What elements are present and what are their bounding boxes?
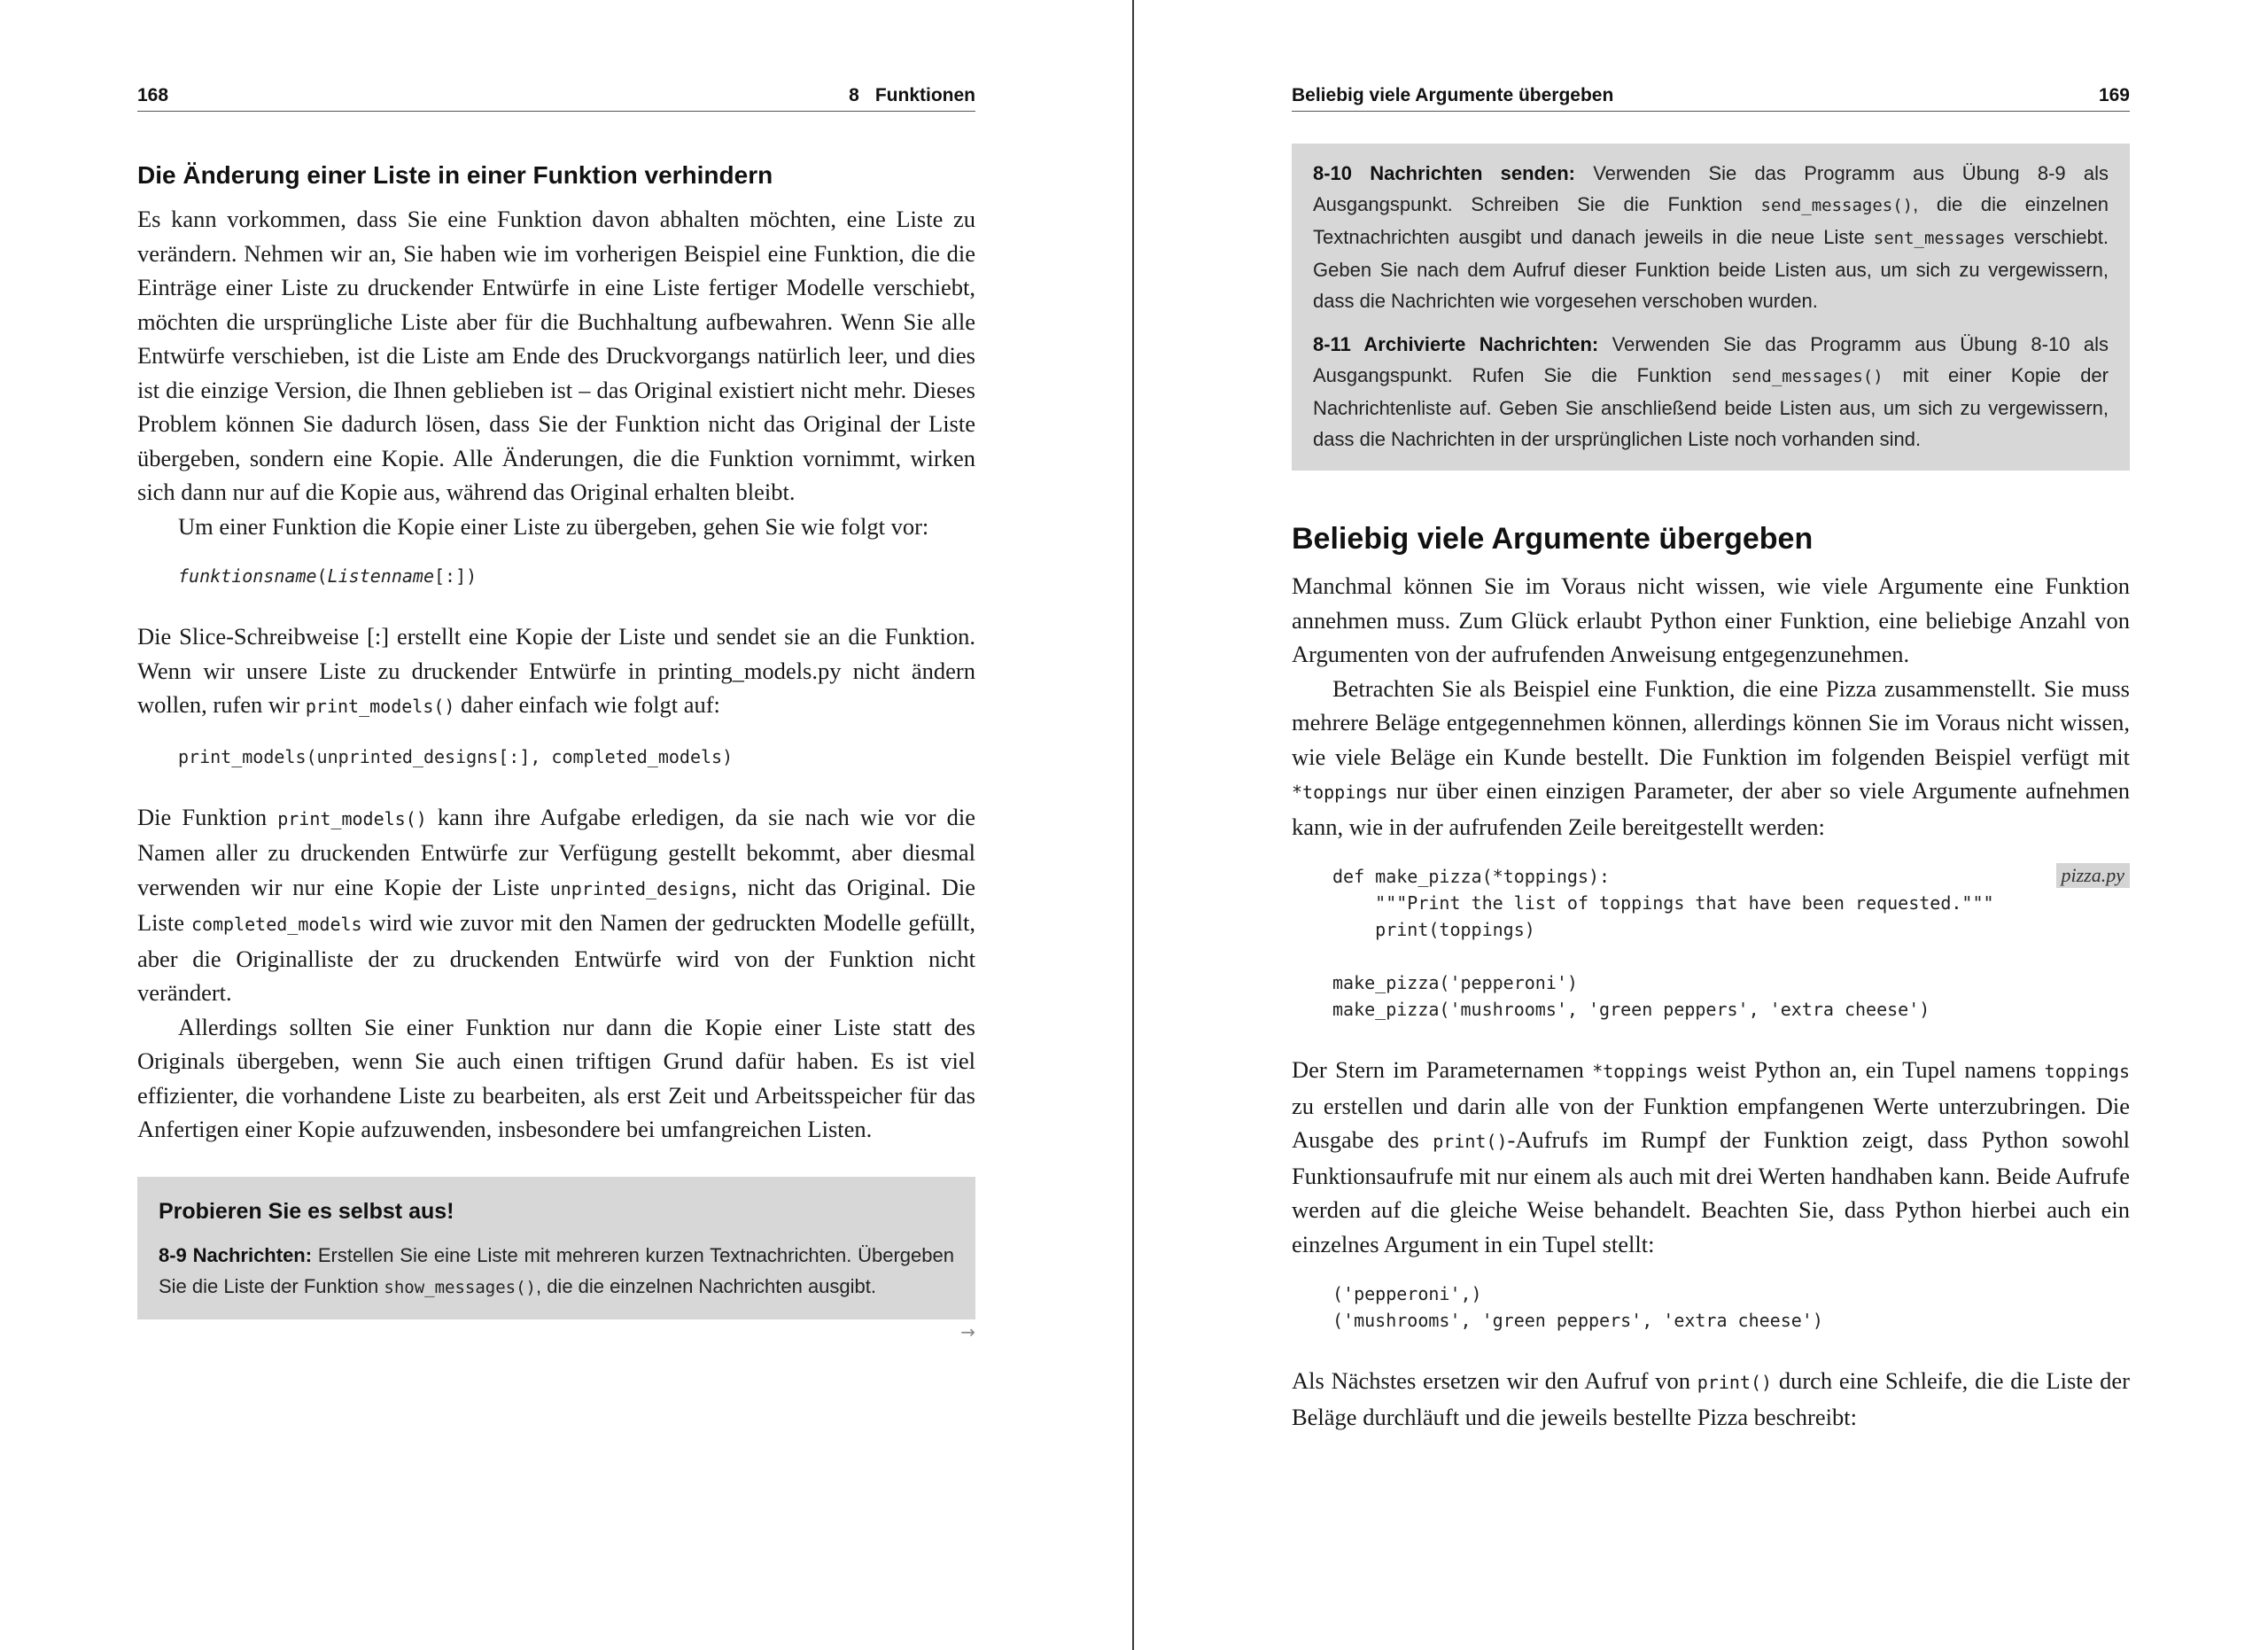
- right-page-content: [1292, 85, 2130, 1434]
- paragraph: [137, 619, 975, 724]
- text-run: , die die einzelnen Nachrichten ausgibt.: [535, 1274, 876, 1297]
- section-heading: Die Änderung einer Liste in einer Funktion verhindern: [137, 161, 773, 189]
- chapter-heading: [849, 85, 975, 106]
- paragraph: [1292, 672, 2130, 844]
- inline-code: send_messages(): [1760, 196, 1914, 215]
- inline-code: print_models(): [277, 807, 427, 829]
- exercise-box-title: Probieren Sie es selbst aus!: [159, 1198, 454, 1224]
- exercise-item: [1313, 158, 2109, 316]
- text-run: Erstellen Sie eine Liste mit mehreren kurzen Textnachrichten. Übergeben Sie die Liste der Funktion: [159, 1243, 954, 1297]
- paragraph: [1292, 1053, 2130, 1261]
- paragraph: [137, 800, 975, 1010]
- text-run: Verwenden Sie das Programm aus Übung 8-9 als Ausgangspunkt. Schreiben Sie die Funktion: [1313, 162, 2109, 215]
- exercise-item: [159, 1240, 954, 1304]
- text-run: , nicht das Original. Die Liste: [137, 873, 975, 936]
- text-run: Der Stern im Parameternamen: [1292, 1056, 1593, 1083]
- paragraph: Um einer Funktion die Kopie einer Liste zu übergeben, gehen Sie wie folgt vor:: [178, 512, 929, 540]
- inline-code: print(): [1697, 1372, 1773, 1393]
- text-run: Verwenden Sie das Programm aus Übung 8-10 als Ausgangspunkt. Rufen Sie die Funktion: [1313, 333, 2109, 386]
- code-text: (: [316, 565, 328, 587]
- text-run: -Aufrufs im Rumpf der Funktion zeigt, dass Python sowohl Funktionsaufrufe mit nur einem als auch mit drei Werten handhaben kann. Beide Aufrufe werden auf die gleiche Weise behandelt. Beachten Sie, dass Python hierbei auch ein einzelnes Argument in ein Tupel stellt:: [1292, 1126, 2130, 1257]
- code-listing: [1292, 863, 2130, 1023]
- paragraph: Manchmal können Sie im Voraus nicht wissen, wie viele Argumente eine Funktion annehmen muss. Zum Glück erlaubt Python einer Funktion, eine beliebige Anzahl von Argumenten von der aufrufenden Anweisung entgegenzunehmen.: [1292, 572, 2130, 667]
- text-run: Betrachten Sie als Beispiel eine Funktion, die eine Pizza zusammenstellt. Sie muss mehrere Beläge entgegennehmen können, allerdings können Sie im Voraus nicht wissen, wie viele Beläge ein Kunde bestellt. Die Funktion im folgenden Beispiel verfügt mit: [1292, 674, 2130, 770]
- chapter-title: Funktionen: [874, 85, 975, 105]
- section-heading: Beliebig viele Argumente übergeben: [1292, 522, 1814, 556]
- inline-code: show_messages(): [384, 1277, 536, 1297]
- inline-code: *toppings: [1292, 782, 1388, 803]
- inline-code: print(): [1433, 1131, 1508, 1152]
- exercise-item: [1313, 329, 2109, 455]
- file-name-label: pizza.py: [2056, 863, 2131, 888]
- code-italic: funktionsname: [178, 565, 317, 587]
- paragraph: Es kann vorkommen, dass Sie eine Funktion davon abhalten möchten, eine Liste zu verändern. Nehmen wir an, Sie haben wie im vorherigen Beispiel eine Funktion, die die Einträge einer Liste zu druckender Entwürfe in eine Liste fertiger Modelle verschiebt, möchten die ursprüngliche Liste aber für die Buchhaltung aufbewahren. Wenn Sie alle Entwürfe verschieben, ist die Liste am Ende des Druckvorgangs natürlich leer, und dies ist die einzige Version, die Ihnen geblieben ist – das Original existiert nicht mehr. Dieses Problem können Sie dadurch lösen, dass Sie der Funktion nicht das Original der Liste übergeben, sondern eine Kopie. Alle Änderungen, die die Funktion vornimmt, wirken sich dann nur auf die Kopie aus, während das Original erhalten bleibt.: [137, 206, 975, 505]
- text-run: nur über einen einzigen Parameter, der aber so viele Argumente aufnehmen kann, wie in der aufrufenden Zeile bereitgestellt werden:: [1292, 777, 2130, 840]
- left-page-content: [137, 85, 975, 1343]
- text-run: mit einer Kopie der Nachrichtenliste auf. Geben Sie anschließend beide Listen aus, um sich zu vergewissern, dass die Nachrichten in der ursprünglichen Liste noch vorhanden sind.: [1313, 364, 2109, 450]
- paragraph: Allerdings sollten Sie einer Funktion nur dann die Kopie einer Liste statt des Originals übergeben, wenn Sie auch einen triftigen Grund dafür haben. Es ist viel effizienter, die vorhandene Liste zu bearbeiten, als erst Zeit und Arbeitsspeicher für das Anfertigen einer Kopie aufzuwenden, insbesondere bei umfangreichen Listen.: [137, 1013, 975, 1142]
- code-text: [:]): [434, 565, 478, 587]
- inline-code: sent_messages: [1873, 229, 2006, 248]
- chapter-number: 8: [849, 85, 859, 105]
- paragraph: [1292, 1364, 2130, 1434]
- page-number: 169: [2098, 85, 2130, 105]
- left-running-head: [137, 85, 975, 112]
- code-block: print_models(unprinted_designs[:], completed_models): [178, 745, 734, 767]
- text-run: verschiebt. Geben Sie nach dem Aufruf dieser Funktion beide Listen aus, um sich zu vergewissern, dass die Nachrichten wie vorgesehen verschoben wurden.: [1313, 226, 2109, 312]
- exercise-box: [137, 1177, 975, 1319]
- code-block: [178, 563, 975, 589]
- text-run: daher einfach wie folgt auf:: [454, 691, 720, 718]
- text-run: wird wie zuvor mit den Namen der gedruckten Modelle gefüllt, aber die Originalliste der zu druckenden Entwürfe wird von der Funktion nicht verändert.: [137, 909, 975, 1006]
- text-run: durch eine Schleife, die die Liste der Beläge durchläuft und die jeweils bestellte Pizza beschreibt:: [1292, 1367, 2130, 1430]
- code-italic: Listenname: [327, 565, 435, 587]
- inline-code: toppings: [2044, 1061, 2130, 1082]
- exercise-label: 8-11 Archivierte Nachrichten:: [1313, 333, 1599, 355]
- running-title: Beliebig viele Argumente übergeben: [1292, 85, 1614, 105]
- inline-code: unprinted_designs: [549, 877, 732, 899]
- text-run: Die Slice-Schreibweise [:] erstellt eine Kopie der Liste und sendet sie an die Funktion. Wenn wir unsere Liste zu druckender Entwürfe in printing_models.py nicht ändern wollen, rufen wir: [137, 623, 975, 718]
- code-block: def make_pizza(*toppings): """Print the list of toppings that have been requested.""" print(toppings) make_pizza('pepperoni') make_pizza('mushrooms', 'green peppers', 'extra cheese'): [1332, 866, 1994, 1020]
- text-run: Als Nächstes ersetzen wir den Aufruf von: [1292, 1367, 1697, 1394]
- inline-code: *toppings: [1592, 1061, 1689, 1082]
- inline-code: send_messages(): [1731, 367, 1884, 386]
- page-number: 168: [137, 85, 169, 105]
- text-run: zu erstellen und darin alle von der Funktion empfangenen Werte unterzubringen. Die Ausgabe des: [1292, 1092, 2130, 1153]
- exercise-box: [1292, 144, 2130, 471]
- exercise-label: 8-9 Nachrichten:: [159, 1243, 313, 1266]
- continue-arrow-icon: →: [960, 1320, 975, 1343]
- code-block: ('pepperoni',) ('mushrooms', 'green peppers', 'extra cheese'): [1332, 1283, 1823, 1331]
- inline-code: print_models(): [305, 696, 455, 717]
- text-run: weist Python an, ein Tupel namens: [1688, 1056, 2045, 1083]
- exercise-label: 8-10 Nachrichten senden:: [1313, 162, 1575, 184]
- right-running-head: [1292, 85, 2130, 112]
- text-run: kann ihre Aufgabe erledigen, da sie nach wie vor die Namen aller zu druckenden Entwürfe zur Verfügung gestellt bekommt, aber diesmal verwenden wir nur eine Kopie der Liste: [137, 803, 975, 900]
- left-page: [0, 0, 1132, 1650]
- right-page: [1134, 0, 2268, 1650]
- text-run: , die die einzelnen Textnachrichten ausgibt und danach jeweils in die neue Liste: [1313, 193, 2109, 248]
- text-run: Die Funktion: [137, 803, 278, 830]
- inline-code: completed_models: [190, 914, 362, 935]
